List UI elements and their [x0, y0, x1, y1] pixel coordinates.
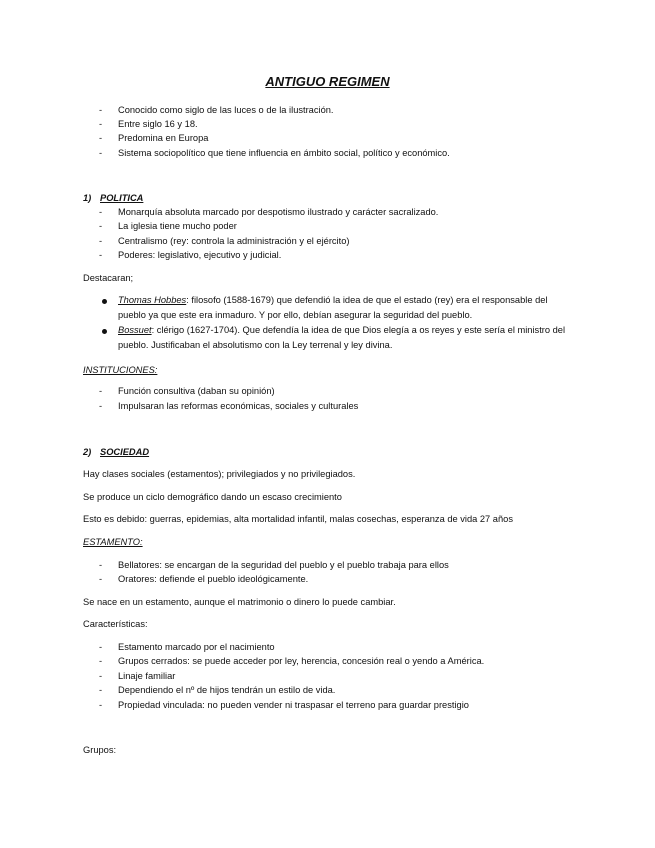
dash-marker: - — [99, 148, 103, 158]
paragraph: Se nace en un estamento, aunque el matrimonio o dinero lo puede cambiar. — [83, 597, 396, 607]
dash-marker: - — [99, 656, 103, 666]
dash-marker: - — [99, 560, 103, 570]
thinker-description: : clérigo (1627-1704). Que defendía la idea de que Dios elegía a os reyes y este sería el ministro del pueblo. Justificaban el absolutismo con la Ley terrenal y ley divina. — [118, 325, 566, 350]
destacaran-label: Destacaran; — [83, 273, 134, 283]
estamento-label: ESTAMENTO: — [83, 537, 143, 547]
document-title: ANTIGUO REGIMEN — [265, 74, 390, 89]
dash-marker: - — [99, 250, 103, 260]
dash-marker: - — [99, 133, 103, 143]
dash-marker: - — [99, 685, 103, 695]
thinker-name: Bossuet — [118, 325, 152, 335]
dash-marker: - — [99, 119, 103, 129]
dash-marker: - — [99, 671, 103, 681]
bullet-icon — [102, 299, 107, 304]
instituciones-label: INSTITUCIONES: — [83, 365, 158, 375]
dash-marker: - — [99, 700, 103, 710]
caracteristicas-label: Características: — [83, 619, 148, 629]
dash-marker: - — [99, 401, 103, 411]
dash-marker: - — [99, 642, 103, 652]
dash-marker: - — [99, 105, 103, 115]
document-page: ANTIGUO REGIMEN - Conocido como siglo de las luces o de la ilustración. - Entre siglo 16 y 18. - Predomina en Europa - Sistema sociopolítico que tiene influencia en ámbito social, político y económico. 1) POLITICA - Monarquía absoluta marcado por despotismo ilustrado y carácter sacralizado. - La iglesia tiene mucho poder - Centralismo (rey: controla la administración y el ejército) - Poderes: legislativo, ejecutivo y judicial. Destacaran; Thomas Hobbes: filosofo (1588-1679) que defendió la idea de que el estado (rey) era el responsable del pueblo ya que este era inmaduro. Y por ello, debían asegurar la seguridad del pueblo. Bossuet: clérigo (1627-1704). Que defendía la idea de que Dios elegía a os reyes y este sería el ministro del pueblo. Justificaban el absolutismo con la Ley terrenal y ley divina. INSTITUCIONES: - Función consultiva (daban su opinión) - Impulsaran las reformas económicas, sociales y culturales 2) SOCIEDAD Hay clases sociales (estamentos); privilegiados y no privilegiados. Se produce un ciclo demográfico dando un escaso crecimiento Esto es debido: guerras, epidemias, alta mortalidad infantil, malas cosechas, esperanza de vida 27 años ESTAMENTO: - Bellatores: se encargan de la seguridad del pueblo y el pueblo trabaja para ellos - Oratores: defiende el pueblo ideológicamente. Se nace en un estamento, aunque el matrimonio o dinero lo puede cambiar. Características: - Estamento marcado por el nacimiento - Grupos cerrados: se puede acceder por ley, herencia, concesión real o yendo a América. - Linaje familiar - Dependiendo el nº de hijos tendrán un estilo de vida. - Propiedad vinculada: no pueden vender ni traspasar el terreno para guardar prestigio Grupos: — [0, 0, 655, 848]
paragraph: Esto es debido: guerras, epidemias, alta mortalidad infantil, malas cosechas, esperanza de vida 27 años — [83, 514, 513, 524]
dash-marker: - — [99, 221, 103, 231]
dash-marker: - — [99, 236, 103, 246]
section-title: SOCIEDAD — [100, 447, 150, 457]
thinker-name: Thomas Hobbes — [118, 295, 187, 305]
paragraph: Se produce un ciclo demográfico dando un escaso crecimiento — [83, 492, 342, 502]
dash-marker: - — [99, 207, 103, 217]
grupos-label: Grupos: — [83, 745, 117, 755]
section-number: 2) — [83, 447, 92, 457]
thinker-description: : filosofo (1588-1679) que defendió la idea de que el estado (rey) era el responsable del pueblo ya que este era inmaduro. Y por ello, debían asegurar la seguridad del pueblo. — [118, 295, 548, 320]
section-title: POLITICA — [100, 193, 144, 203]
section-number: 1) — [83, 193, 92, 203]
paragraph: Hay clases sociales (estamentos); privilegiados y no privilegiados. — [83, 469, 356, 479]
dash-marker: - — [99, 386, 103, 396]
bullet-icon — [102, 329, 107, 334]
dash-marker: - — [99, 574, 103, 584]
